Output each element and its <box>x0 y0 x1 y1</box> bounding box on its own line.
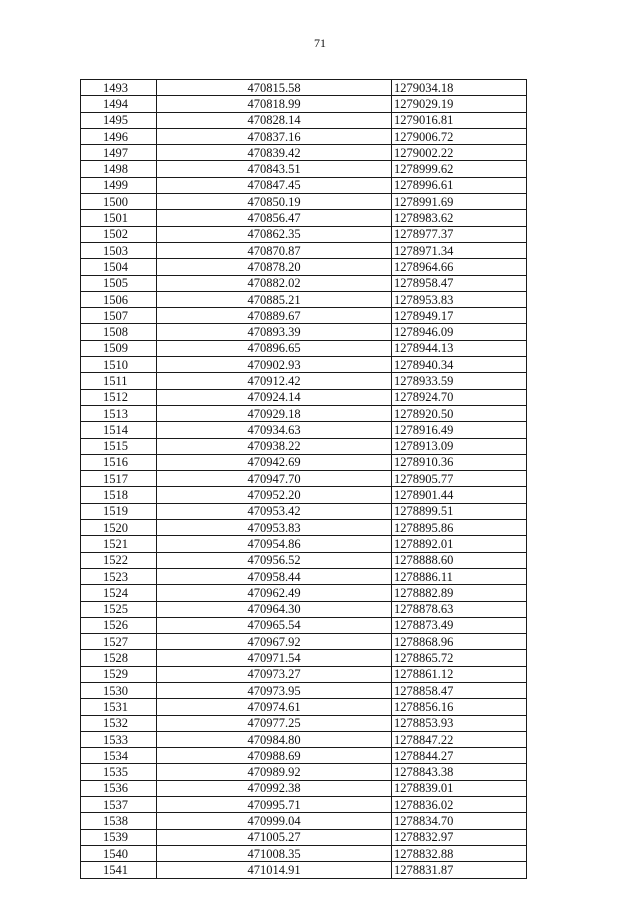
point-number-cell: 1493 <box>81 80 157 96</box>
table-row <box>81 145 527 161</box>
table-row <box>81 520 527 536</box>
table-row <box>81 454 527 470</box>
table-row <box>81 764 527 780</box>
x-coordinate-cell: 470862.35 <box>157 226 392 242</box>
y-coordinate-cell: 1278839.01 <box>392 780 527 796</box>
y-coordinate-cell: 1278905.77 <box>392 471 527 487</box>
y-coordinate-cell: 1279006.72 <box>392 128 527 144</box>
table-row <box>81 357 527 373</box>
table-row <box>81 862 527 878</box>
x-coordinate-cell: 471014.91 <box>157 862 392 878</box>
table-row <box>81 503 527 519</box>
table-row <box>81 80 527 96</box>
table-row <box>81 829 527 845</box>
table-row <box>81 242 527 258</box>
x-coordinate-cell: 470815.58 <box>157 80 392 96</box>
point-number-cell: 1534 <box>81 748 157 764</box>
table-row <box>81 259 527 275</box>
y-coordinate-cell: 1278868.96 <box>392 634 527 650</box>
x-coordinate-cell: 470967.92 <box>157 634 392 650</box>
y-coordinate-cell: 1278977.37 <box>392 226 527 242</box>
point-number-cell: 1503 <box>81 242 157 258</box>
x-coordinate-cell: 470902.93 <box>157 357 392 373</box>
x-coordinate-cell: 470988.69 <box>157 748 392 764</box>
y-coordinate-cell: 1278991.69 <box>392 194 527 210</box>
y-coordinate-cell: 1278843.38 <box>392 764 527 780</box>
point-number-cell: 1523 <box>81 568 157 584</box>
point-number-cell: 1537 <box>81 797 157 813</box>
x-coordinate-cell: 471008.35 <box>157 845 392 861</box>
y-coordinate-cell: 1279002.22 <box>392 145 527 161</box>
x-coordinate-cell: 470878.20 <box>157 259 392 275</box>
x-coordinate-cell: 470973.95 <box>157 682 392 698</box>
x-coordinate-cell: 470837.16 <box>157 128 392 144</box>
point-number-cell: 1522 <box>81 552 157 568</box>
point-number-cell: 1497 <box>81 145 157 161</box>
point-number-cell: 1510 <box>81 357 157 373</box>
x-coordinate-cell: 470818.99 <box>157 96 392 112</box>
y-coordinate-cell: 1278999.62 <box>392 161 527 177</box>
x-coordinate-cell: 470952.20 <box>157 487 392 503</box>
y-coordinate-cell: 1278958.47 <box>392 275 527 291</box>
x-coordinate-cell: 470995.71 <box>157 797 392 813</box>
point-number-cell: 1533 <box>81 731 157 747</box>
table-row <box>81 699 527 715</box>
y-coordinate-cell: 1278886.11 <box>392 568 527 584</box>
point-number-cell: 1529 <box>81 666 157 682</box>
table-row <box>81 748 527 764</box>
x-coordinate-cell: 470947.70 <box>157 471 392 487</box>
x-coordinate-cell: 470942.69 <box>157 454 392 470</box>
x-coordinate-cell: 470962.49 <box>157 585 392 601</box>
table-row <box>81 634 527 650</box>
point-number-cell: 1517 <box>81 471 157 487</box>
x-coordinate-cell: 470850.19 <box>157 194 392 210</box>
table-row <box>81 471 527 487</box>
point-number-cell: 1538 <box>81 813 157 829</box>
point-number-cell: 1504 <box>81 259 157 275</box>
point-number-cell: 1501 <box>81 210 157 226</box>
table-row <box>81 682 527 698</box>
point-number-cell: 1530 <box>81 682 157 698</box>
x-coordinate-cell: 471005.27 <box>157 829 392 845</box>
point-number-cell: 1531 <box>81 699 157 715</box>
y-coordinate-cell: 1278844.27 <box>392 748 527 764</box>
x-coordinate-cell: 470893.39 <box>157 324 392 340</box>
y-coordinate-cell: 1279016.81 <box>392 112 527 128</box>
point-number-cell: 1519 <box>81 503 157 519</box>
x-coordinate-cell: 470965.54 <box>157 617 392 633</box>
y-coordinate-cell: 1278899.51 <box>392 503 527 519</box>
table-row <box>81 487 527 503</box>
y-coordinate-cell: 1278996.61 <box>392 177 527 193</box>
y-coordinate-cell: 1278971.34 <box>392 242 527 258</box>
x-coordinate-cell: 470870.87 <box>157 242 392 258</box>
point-number-cell: 1509 <box>81 340 157 356</box>
y-coordinate-cell: 1278983.62 <box>392 210 527 226</box>
x-coordinate-cell: 470847.45 <box>157 177 392 193</box>
x-coordinate-cell: 470843.51 <box>157 161 392 177</box>
table-row <box>81 813 527 829</box>
x-coordinate-cell: 470889.67 <box>157 308 392 324</box>
table-row <box>81 96 527 112</box>
y-coordinate-cell: 1278946.09 <box>392 324 527 340</box>
y-coordinate-cell: 1278873.49 <box>392 617 527 633</box>
table-row <box>81 650 527 666</box>
table-row <box>81 194 527 210</box>
table-row <box>81 112 527 128</box>
point-number-cell: 1516 <box>81 454 157 470</box>
x-coordinate-cell: 470953.42 <box>157 503 392 519</box>
point-number-cell: 1513 <box>81 405 157 421</box>
x-coordinate-cell: 470974.61 <box>157 699 392 715</box>
x-coordinate-cell: 470882.02 <box>157 275 392 291</box>
y-coordinate-cell: 1279034.18 <box>392 80 527 96</box>
point-number-cell: 1532 <box>81 715 157 731</box>
table-row <box>81 585 527 601</box>
table-row <box>81 601 527 617</box>
x-coordinate-cell: 470973.27 <box>157 666 392 682</box>
y-coordinate-cell: 1278832.97 <box>392 829 527 845</box>
point-number-cell: 1526 <box>81 617 157 633</box>
x-coordinate-cell: 470953.83 <box>157 520 392 536</box>
table-row <box>81 128 527 144</box>
x-coordinate-cell: 470964.30 <box>157 601 392 617</box>
table-row <box>81 373 527 389</box>
x-coordinate-cell: 470971.54 <box>157 650 392 666</box>
table-row <box>81 780 527 796</box>
table-row <box>81 715 527 731</box>
table-row <box>81 291 527 307</box>
y-coordinate-cell: 1278933.59 <box>392 373 527 389</box>
y-coordinate-cell: 1278913.09 <box>392 438 527 454</box>
y-coordinate-cell: 1278916.49 <box>392 422 527 438</box>
table-row <box>81 797 527 813</box>
x-coordinate-cell: 470839.42 <box>157 145 392 161</box>
x-coordinate-cell: 470885.21 <box>157 291 392 307</box>
point-number-cell: 1521 <box>81 536 157 552</box>
x-coordinate-cell: 470954.86 <box>157 536 392 552</box>
x-coordinate-cell: 470924.14 <box>157 389 392 405</box>
point-number-cell: 1494 <box>81 96 157 112</box>
y-coordinate-cell: 1278920.50 <box>392 405 527 421</box>
point-number-cell: 1511 <box>81 373 157 389</box>
x-coordinate-cell: 470912.42 <box>157 373 392 389</box>
point-number-cell: 1500 <box>81 194 157 210</box>
table-row <box>81 731 527 747</box>
table-row <box>81 340 527 356</box>
x-coordinate-cell: 470977.25 <box>157 715 392 731</box>
y-coordinate-cell: 1278858.47 <box>392 682 527 698</box>
y-coordinate-cell: 1278901.44 <box>392 487 527 503</box>
table-row <box>81 552 527 568</box>
y-coordinate-cell: 1278949.17 <box>392 308 527 324</box>
y-coordinate-cell: 1278856.16 <box>392 699 527 715</box>
table-row <box>81 308 527 324</box>
table-row <box>81 210 527 226</box>
y-coordinate-cell: 1278832.88 <box>392 845 527 861</box>
table-row <box>81 177 527 193</box>
y-coordinate-cell: 1278964.66 <box>392 259 527 275</box>
x-coordinate-cell: 470958.44 <box>157 568 392 584</box>
y-coordinate-cell: 1278924.70 <box>392 389 527 405</box>
point-number-cell: 1495 <box>81 112 157 128</box>
table-row <box>81 226 527 242</box>
table-row <box>81 845 527 861</box>
x-coordinate-cell: 470989.92 <box>157 764 392 780</box>
y-coordinate-cell: 1278847.22 <box>392 731 527 747</box>
point-number-cell: 1514 <box>81 422 157 438</box>
y-coordinate-cell: 1278944.13 <box>392 340 527 356</box>
x-coordinate-cell: 470992.38 <box>157 780 392 796</box>
y-coordinate-cell: 1278910.36 <box>392 454 527 470</box>
table-row <box>81 275 527 291</box>
point-number-cell: 1525 <box>81 601 157 617</box>
x-coordinate-cell: 470856.47 <box>157 210 392 226</box>
point-number-cell: 1496 <box>81 128 157 144</box>
point-number-cell: 1528 <box>81 650 157 666</box>
x-coordinate-cell: 470896.65 <box>157 340 392 356</box>
y-coordinate-cell: 1278865.72 <box>392 650 527 666</box>
y-coordinate-cell: 1279029.19 <box>392 96 527 112</box>
table-row <box>81 161 527 177</box>
point-number-cell: 1498 <box>81 161 157 177</box>
table-row <box>81 422 527 438</box>
x-coordinate-cell: 470828.14 <box>157 112 392 128</box>
point-number-cell: 1524 <box>81 585 157 601</box>
y-coordinate-cell: 1278882.89 <box>392 585 527 601</box>
y-coordinate-cell: 1278895.86 <box>392 520 527 536</box>
y-coordinate-cell: 1278836.02 <box>392 797 527 813</box>
x-coordinate-cell: 470938.22 <box>157 438 392 454</box>
y-coordinate-cell: 1278878.63 <box>392 601 527 617</box>
table-row <box>81 568 527 584</box>
point-number-cell: 1518 <box>81 487 157 503</box>
point-number-cell: 1506 <box>81 291 157 307</box>
x-coordinate-cell: 470999.04 <box>157 813 392 829</box>
x-coordinate-cell: 470984.80 <box>157 731 392 747</box>
x-coordinate-cell: 470956.52 <box>157 552 392 568</box>
table-row <box>81 405 527 421</box>
point-number-cell: 1520 <box>81 520 157 536</box>
point-number-cell: 1502 <box>81 226 157 242</box>
y-coordinate-cell: 1278888.60 <box>392 552 527 568</box>
point-number-cell: 1507 <box>81 308 157 324</box>
point-number-cell: 1515 <box>81 438 157 454</box>
point-number-cell: 1541 <box>81 862 157 878</box>
table-row <box>81 536 527 552</box>
point-number-cell: 1540 <box>81 845 157 861</box>
y-coordinate-cell: 1278861.12 <box>392 666 527 682</box>
table-body <box>81 80 527 879</box>
y-coordinate-cell: 1278953.83 <box>392 291 527 307</box>
y-coordinate-cell: 1278831.87 <box>392 862 527 878</box>
coordinate-table <box>80 79 527 879</box>
y-coordinate-cell: 1278940.34 <box>392 357 527 373</box>
point-number-cell: 1539 <box>81 829 157 845</box>
table-row <box>81 617 527 633</box>
y-coordinate-cell: 1278834.70 <box>392 813 527 829</box>
point-number-cell: 1508 <box>81 324 157 340</box>
point-number-cell: 1512 <box>81 389 157 405</box>
point-number-cell: 1527 <box>81 634 157 650</box>
y-coordinate-cell: 1278892.01 <box>392 536 527 552</box>
page-number: 71 <box>314 36 326 50</box>
point-number-cell: 1505 <box>81 275 157 291</box>
x-coordinate-cell: 470929.18 <box>157 405 392 421</box>
point-number-cell: 1536 <box>81 780 157 796</box>
x-coordinate-cell: 470934.63 <box>157 422 392 438</box>
table-row <box>81 324 527 340</box>
table-row <box>81 438 527 454</box>
point-number-cell: 1535 <box>81 764 157 780</box>
table-row <box>81 666 527 682</box>
y-coordinate-cell: 1278853.93 <box>392 715 527 731</box>
point-number-cell: 1499 <box>81 177 157 193</box>
table-row <box>81 389 527 405</box>
